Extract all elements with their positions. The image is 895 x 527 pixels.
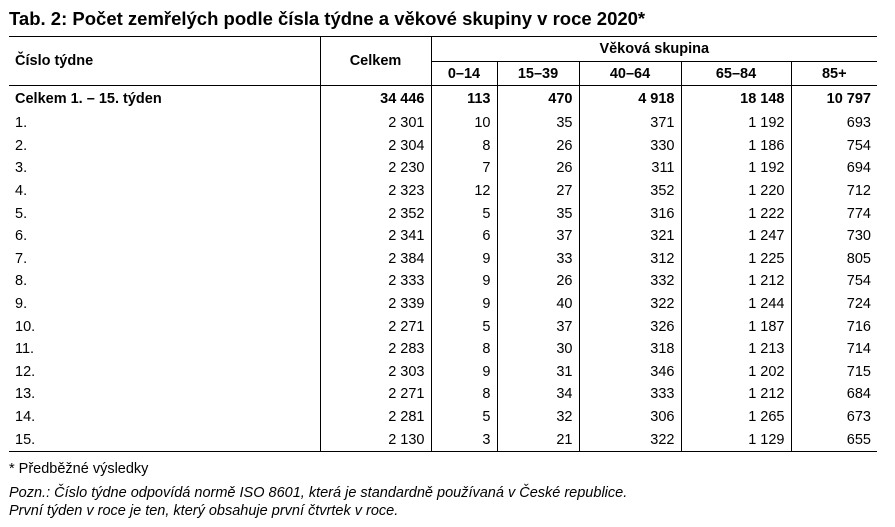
header-age-0-14: 0–14 <box>431 62 497 86</box>
week-label: 13. <box>15 386 36 403</box>
table-cell: 33 <box>497 248 579 271</box>
table-row <box>9 202 877 225</box>
table-cell: 1 192 <box>681 112 791 135</box>
table-cell: 1 212 <box>681 383 791 406</box>
table-title: Tab. 2: Počet zemřelých podle čísla týdne a věkové skupiny v roce 2020* <box>9 8 646 29</box>
week-label: 3. <box>15 160 28 177</box>
table-cell: 673 <box>791 406 877 429</box>
table-cell: 2 384 <box>320 248 431 271</box>
table-cell: 9 <box>431 293 497 316</box>
table-cell: 1 222 <box>681 202 791 225</box>
table-cell: 2 341 <box>320 225 431 248</box>
table-cell: 311 <box>579 157 681 180</box>
table-cell: 1 265 <box>681 406 791 429</box>
table-cell: 10 <box>431 112 497 135</box>
table-cell: 2 230 <box>320 157 431 180</box>
table-cell: 2 271 <box>320 383 431 406</box>
total-cell: 4 918 <box>579 86 681 113</box>
table-cell: 26 <box>497 157 579 180</box>
header-age-40-64: 40–64 <box>579 62 681 86</box>
header-total: Celkem <box>320 37 431 86</box>
table-cell: 754 <box>791 270 877 293</box>
table-cell: 2 130 <box>320 428 431 451</box>
table-row <box>9 293 877 316</box>
table-cell: 34 <box>497 383 579 406</box>
week-label: 5. <box>15 205 28 222</box>
week-label: 2. <box>15 137 28 154</box>
table-cell: 31 <box>497 361 579 384</box>
table-cell: 32 <box>497 406 579 429</box>
table-row <box>9 361 877 384</box>
total-cell: 470 <box>497 86 579 113</box>
table-cell: 6 <box>431 225 497 248</box>
table-cell: 5 <box>431 202 497 225</box>
table-cell: 1 247 <box>681 225 791 248</box>
table-cell: 9 <box>431 361 497 384</box>
table-cell: 316 <box>579 202 681 225</box>
table-cell: 1 186 <box>681 135 791 158</box>
table-row <box>9 157 877 180</box>
table-cell: 2 283 <box>320 338 431 361</box>
table-cell: 9 <box>431 248 497 271</box>
table-cell: 2 271 <box>320 315 431 338</box>
week-label: 4. <box>15 183 28 200</box>
week-label: 12. <box>15 363 36 380</box>
table-cell: 805 <box>791 248 877 271</box>
table-cell: 322 <box>579 428 681 451</box>
table-cell: 1 213 <box>681 338 791 361</box>
table-cell: 306 <box>579 406 681 429</box>
table-row <box>9 406 877 429</box>
week-label: 11. <box>15 341 35 358</box>
table-cell: 1 225 <box>681 248 791 271</box>
table-cell: 30 <box>497 338 579 361</box>
week-label: 6. <box>15 228 28 245</box>
table-cell: 21 <box>497 428 579 451</box>
week-label: 14. <box>15 409 36 426</box>
table-cell: 2 301 <box>320 112 431 135</box>
table-row <box>9 225 877 248</box>
deaths-table <box>9 36 877 452</box>
table-row <box>9 270 877 293</box>
table-cell: 371 <box>579 112 681 135</box>
table-cell: 2 303 <box>320 361 431 384</box>
table-cell: 333 <box>579 383 681 406</box>
note-line-2: První týden v roce je ten, který obsahuje první čtvrtek v roce. <box>9 503 399 519</box>
table-cell: 684 <box>791 383 877 406</box>
table-cell: 714 <box>791 338 877 361</box>
table-cell: 12 <box>431 180 497 203</box>
week-label: 15. <box>9 428 320 451</box>
week-label: 8. <box>15 273 28 290</box>
total-cell: 18 148 <box>681 86 791 113</box>
total-cell: 10 797 <box>791 86 877 113</box>
note-line-1: Pozn.: Číslo týdne odpovídá normě ISO 8601, která je standardně používaná v České republice. <box>9 485 628 501</box>
table-row <box>9 135 877 158</box>
table-cell: 730 <box>791 225 877 248</box>
table-cell: 5 <box>431 406 497 429</box>
table-cell: 326 <box>579 315 681 338</box>
table-cell: 2 323 <box>320 180 431 203</box>
table-row <box>9 383 877 406</box>
table-cell: 9 <box>431 270 497 293</box>
table-row <box>9 112 877 135</box>
table-row <box>9 180 877 203</box>
table-cell: 318 <box>579 338 681 361</box>
total-label: Celkem 1. – 15. týden <box>15 91 162 107</box>
table-cell: 27 <box>497 180 579 203</box>
header-age-85-plus: 85+ <box>791 62 877 86</box>
week-label: 1. <box>15 115 28 132</box>
week-label: 7. <box>15 250 28 267</box>
week-label: 10. <box>15 318 36 335</box>
table-row <box>9 248 877 271</box>
table-cell: 26 <box>497 135 579 158</box>
week-label: 9. <box>15 296 28 313</box>
table-cell: 655 <box>791 428 877 451</box>
table-cell: 2 352 <box>320 202 431 225</box>
table-cell: 37 <box>497 315 579 338</box>
table-cell: 1 192 <box>681 157 791 180</box>
table-cell: 2 281 <box>320 406 431 429</box>
table-cell: 346 <box>579 361 681 384</box>
table-cell: 8 <box>431 383 497 406</box>
table-cell: 2 304 <box>320 135 431 158</box>
header-age-group: Věková skupina <box>431 37 877 62</box>
table-cell: 330 <box>579 135 681 158</box>
table-body <box>9 86 877 452</box>
table-cell: 322 <box>579 293 681 316</box>
table-cell: 1 202 <box>681 361 791 384</box>
table-cell: 332 <box>579 270 681 293</box>
table-row <box>9 315 877 338</box>
table-cell: 1 244 <box>681 293 791 316</box>
table-cell: 693 <box>791 112 877 135</box>
total-cell: 34 446 <box>320 86 431 113</box>
table-cell: 1 129 <box>681 428 791 451</box>
header-age-65-84: 65–84 <box>681 62 791 86</box>
table-cell: 37 <box>497 225 579 248</box>
note-preliminary: * Předběžné výsledky <box>9 461 149 477</box>
table-cell: 8 <box>431 135 497 158</box>
table-cell: 352 <box>579 180 681 203</box>
table-cell: 712 <box>791 180 877 203</box>
header-age-15-39: 15–39 <box>497 62 579 86</box>
table-cell: 774 <box>791 202 877 225</box>
table-cell: 40 <box>497 293 579 316</box>
total-row <box>9 86 877 113</box>
table-cell: 5 <box>431 315 497 338</box>
total-cell: 113 <box>431 86 497 113</box>
table-cell: 26 <box>497 270 579 293</box>
header-week: Číslo týdne <box>9 37 320 86</box>
table-cell: 35 <box>497 202 579 225</box>
table-cell: 35 <box>497 112 579 135</box>
table-cell: 8 <box>431 338 497 361</box>
table-cell: 754 <box>791 135 877 158</box>
table-cell: 694 <box>791 157 877 180</box>
table-cell: 1 187 <box>681 315 791 338</box>
header-row-top <box>9 37 877 62</box>
table-row <box>9 338 877 361</box>
table-cell: 1 212 <box>681 270 791 293</box>
table-cell: 321 <box>579 225 681 248</box>
table-cell: 3 <box>431 428 497 451</box>
table-cell: 716 <box>791 315 877 338</box>
table-cell: 2 339 <box>320 293 431 316</box>
table-cell: 2 333 <box>320 270 431 293</box>
table-cell: 1 220 <box>681 180 791 203</box>
table-cell: 724 <box>791 293 877 316</box>
table-cell: 312 <box>579 248 681 271</box>
table-row <box>9 428 877 451</box>
table-cell: 7 <box>431 157 497 180</box>
table-cell: 715 <box>791 361 877 384</box>
